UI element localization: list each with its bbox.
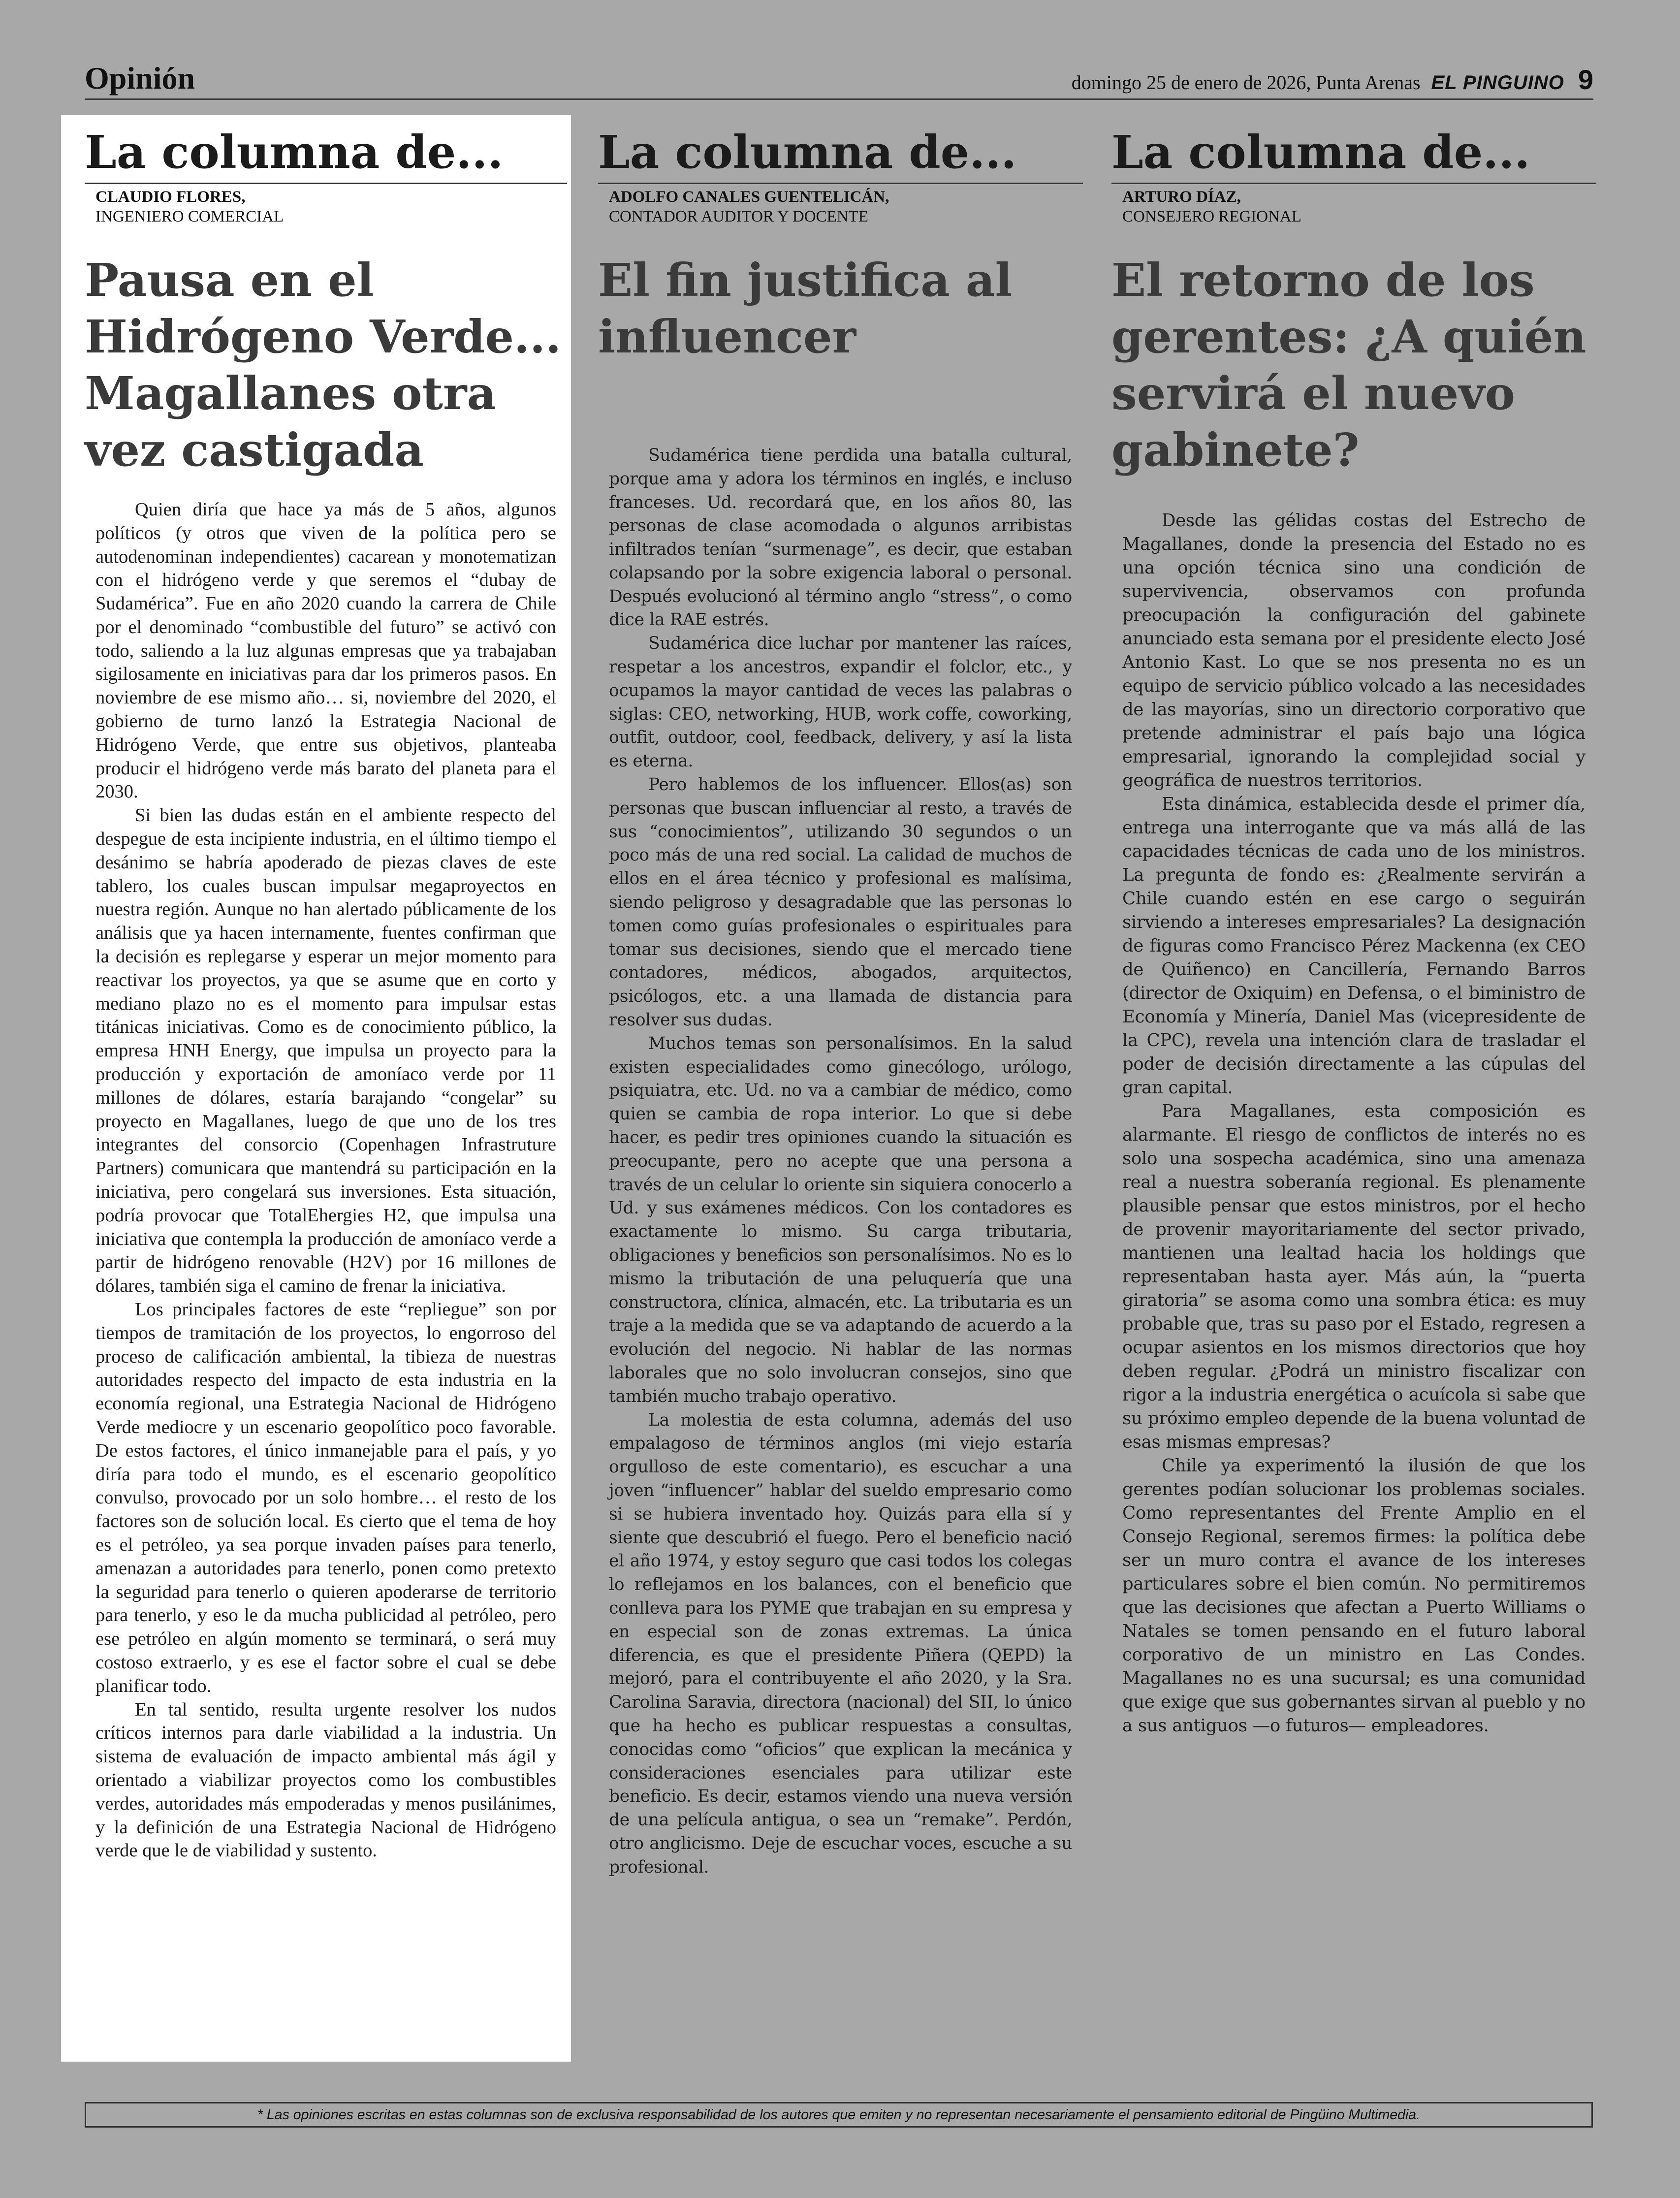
column-author: ADOLFO CANALES GUENTELICÁN, <box>609 188 889 206</box>
opinion-column-2 <box>598 127 1083 1879</box>
column-body <box>85 498 567 1863</box>
column-kicker: La columna de... <box>598 127 1083 184</box>
body-paragraph: Chile ya experimentó la ilusión de que los gerentes podían solucionar los problemas sociales. Como representantes del Frente Amplio en el Consejo Regional, seremos firmes: la política debe ser un muro contra el avance de los intereses particulares sobre el bien común. No permitiremos que las decisiones que afectan a Puerto Williams o Natales se tomen pensando en el futuro laboral corporativo de un ministro en Las Condes. Magallanes no es una sucursal; es una comunidad que exige que sus gobernantes sirvan al pueblo y no a sus antiguos —o futuros— empleadores. <box>1122 1455 1585 1736</box>
column-headline: El fin justifica al influencer <box>598 253 1013 363</box>
column-kicker: La columna de... <box>1111 127 1596 184</box>
column-kicker: La columna de... <box>85 127 567 184</box>
body-paragraph: La molestia de esta columna, además del uso empalagoso de términos anglos (mi viejo estaría orgulloso de este comentario), es escuchar a una joven “influencer” hablar del sueldo empresario como si se hubiera inventado hoy. Quizás para ella sí y siente que descubrió el fuego. Pero el beneficio nació el año 1974, y estoy seguro que casi todos los colegas lo reflejamos en los balances, con el beneficio que conlleva para los PYME que trabajan en su empresa y en especial son de zonas extremas. La única diferencia, es que el presidente Piñera (QEPD) la mejoró, para el contribuyente el año 2020, y la Sra. Carolina Saravia, directora (nacional) del SII, lo único que ha hecho es publicar respuestas a consultas, conocidas como “oficios” que explican la mecánica y consideraciones esenciales para utilizar este beneficio. Es decir, estamos viendo una nueva versión de una película antigua, o sea un “remake”. Perdón, otro anglicismo. Deje de escuchar voces, escuche a su profesional. <box>609 1410 1072 1877</box>
newspaper-brand: EL PINGUINO <box>1431 72 1564 94</box>
column-headline: Pausa en el Hidrógeno Verde... Magallanes otra vez castigada <box>85 253 562 477</box>
opinion-column-1 <box>85 127 567 1863</box>
editorial-disclaimer: * Las opiniones escritas en estas columnas son de exclusiva responsabilidad de los autores que emiten y no representan necesariamente el pensamiento editorial de Pingüino Multimedia. <box>85 2102 1593 2128</box>
section-title: Opinión <box>85 61 195 96</box>
body-paragraph: Desde las gélidas costas del Estrecho de Magallanes, donde la presencia del Estado no es una opción técnica sino una condición de supervivencia, observamos con profunda preocupación la configuración del gabinete anunciado esta semana por el presidente electo José Antonio Kast. Lo que se nos presenta no es un equipo de servicio público volcado a las necesidades de las mayorías, sino un directorio corporativo que pretende administrar el país bajo una lógica empresarial, ignorando la complejidad social y geográfica de nuestros territorios. <box>1122 510 1585 791</box>
body-paragraph: Sudamérica dice luchar por mantener las raíces, respetar a los ancestros, expandir el folclor, etc., y ocupamos la mayor cantidad de veces las palabras o siglas: CEO, networking, HUB, work coffe, coworking, outfit, outdoor, cool, feedback, delivery, y así la lista es eterna. <box>609 634 1072 771</box>
column-body <box>1111 509 1596 1738</box>
body-paragraph: Si bien las dudas están en el ambiente respecto del despegue de esta incipiente industria, en el último tiempo el desánimo se habría apoderado de piezas claves de este tablero, los cuales buscan impulsar megaproyectos en nuestra región. Aunque no han alertado públicamente de los análisis que ya hacen internamente, fuentes confirman que la decisión es replegarse y esperar un mejor momento para reactivar los proyectos, ya que se asume que en corto y mediano plazo no es el momento para impulsar estas titánicas iniciativas. Como es de conocimiento público, la empresa HNH Energy, que impulsa un proyecto para la producción y exportación de amoníaco verde por 11 millones de dólares, estaría barajando “congelar” su proyecto en Magallanes, luego de que uno de los tres integrantes del consorcio (Copenhagen Infrastruture Partners) comunicara que mantendrá su participación en la iniciativa, pero congelará sus inversiones. Esta situación, podría provocar que TotalEhergies H2, que impulsa una iniciativa que contempla la producción de amoníaco verde a partir de hidrógeno renovable (H2V) por 16 millones de dólares, también siga el camino de frenar la iniciativa. <box>95 805 556 1297</box>
column-author-role: INGENIERO COMERCIAL <box>95 207 284 225</box>
body-paragraph: Para Magallanes, esta composición es alarmante. El riesgo de conflictos de interés no es solo una sospecha académica, sino una amenaza real a nuestra soberanía regional. Es plenamente plausible pensar que estos ministros, por el hecho de provenir mayoritariamente del sector privado, mantienen una lealtad hacia los holdings que representaban hasta ayer. Más aún, la “puerta giratoria” se asoma como una sombra ética: es muy probable que, tras su paso por el Estado, regresen a ocupar asientos en los mismos directorios que hoy deben regular. ¿Podrá un ministro fiscalizar con rigor a la industria energética o acuícola si sabe que su próximo empleo depende de la buena voluntad de esas mismas empresas? <box>1122 1101 1585 1452</box>
column-author: CLAUDIO FLORES, <box>95 188 246 206</box>
body-paragraph: Esta dinámica, establecida desde el primer día, entrega una interrogante que va más allá de las capacidades técnicas de cada uno de los ministros. La pregunta de fondo es: ¿Realmente servirán a Chile cuando estén en ese cargo o seguirán sirviendo a intereses empresariales? La designación de figuras como Francisco Pérez Mackenna (ex CEO de Quiñenco) en Cancillería, Fernando Barros (director de Oxiquim) en Defensa, o el biministro de Economía y Minería, Daniel Mas (vicepresidente de la CPC), revela una intención clara de trasladar el poder de decisión directamente a las cúpulas del gran capital. <box>1122 794 1585 1098</box>
body-paragraph: Muchos temas son personalísimos. En la salud existen especialidades como ginecólogo, urólogo, psiquiatra, etc. Ud. no va a cambiar de médico, como quien se cambia de ropa interior. Lo que si debe hacer, es pedir tres opiniones cuando la situación es preocupante, pero no acepte que una persona a través de un celular lo oriente sin siquiera conocerlo a Ud. y sus exámenes médicos. Con los contadores es exactamente lo mismo. Su carga tributaria, obligaciones y beneficios son personalísimos. No es lo mismo la tributación de una peluquería que una constructora, clínica, almacén, etc. La tributaria es un traje a la medida que se va adaptando de acuerdo a la evolución del negocio. Ni hablar de las normas laborales que no solo involucran consejos, sino que también mucho trabajo operativo. <box>609 1033 1072 1406</box>
body-paragraph: Los principales factores de este “repliegue” son por tiempos de tramitación de los proyectos, lo engorroso del proceso de calificación ambiental, la tibieza de nuestras autoridades respecto del impacto de esta industria en la economía regional, una Estrategia Nacional de Hidrógeno Verde mediocre y un escenario geopolítico poco favorable. De estos factores, el único inmanejable para el país, y yo diría para todo el mundo, es el escenario geopolítico convulso, provocado por un solo hombre… el resto de los factores son de solución local. Es cierto que el tema de hoy es el petróleo, ya sea porque invaden países para tenerlo, amenazan a autoridades para tenerlo, ponen como pretexto la seguridad para tenerlo o quieren apoderarse de territorio para tenerlo, y eso le da mucha publicidad al petróleo, pero ese petróleo en algún momento se terminará, o será muy costoso extraerlo, y es ese el factor sobre el cual se debe planificar todo. <box>95 1299 556 1696</box>
page-number: 9 <box>1578 64 1593 95</box>
date-location: domingo 25 de enero de 2026, Punta Arenas <box>1071 71 1421 94</box>
column-headline: El retorno de los gerentes: ¿A quién servirá el nuevo gabinete? <box>1111 253 1586 477</box>
body-paragraph: Quien diría que hace ya más de 5 años, algunos políticos (y otros que viven de la política pero se autodenominan independientes) cacarean y monotematizan con el hidrógeno verde y que seremos el “dubay de Sudamérica”. Fue en año 2020 cuando la carrera de Chile por el denominado “combustible del futuro” se activó con todo, saliendo a la luz algunas empresas que ya trabajaban sigilosamente en iniciativas para dar los primeros pasos. En noviembre de ese mismo año… si, noviembre del 2020, el gobierno de turno lanzó la Estrategia Nacional de Hidrógeno Verde, que entre sus objetivos, planteaba producir el hidrógeno verde más barato del planeta para el 2030. <box>95 499 556 802</box>
column-body <box>598 444 1083 1879</box>
opinion-column-3 <box>1111 127 1596 1738</box>
column-author-role: CONSEJERO REGIONAL <box>1122 207 1301 225</box>
body-paragraph: Sudamérica tiene perdida una batalla cultural, porque ama y adora los términos en inglés, e incluso franceses. Ud. recordará que, en los años 80, las personas de clase acomodada o algunos arribistas infiltrados tenían “surmenage”, es decir, que estaban colapsando por la sobre exigencia laboral o personal. Después evolucionó al término anglo “stress”, o como dice la RAE estrés. <box>609 445 1072 630</box>
body-paragraph: En tal sentido, resulta urgente resolver los nudos críticos internos para darle viabilidad a la industria. Un sistema de evaluación de impacto ambiental más ágil y orientado a viabilizar proyectos como los combustibles verdes, autoridades más empoderadas y menos pusilánimes, y la definición de una Estrategia Nacional de Hidrógeno verde que le de viabilidad y sustento. <box>95 1699 556 1861</box>
dateline <box>1072 64 1593 96</box>
column-author-role: CONTADOR AUDITOR Y DOCENTE <box>609 207 868 225</box>
body-paragraph: Pero hablemos de los influencer. Ellos(as) son personas que buscan influenciar al resto, a través de sus “conocimientos”, utilizando 30 segundos o un poco más de una red social. La calidad de muchos de ellos en el área técnico y profesional es malísima, siendo peligroso y desagradable que las personas lo tomen como guías profesionales o espirituales para tomar sus decisiones, siendo que el mercado tiene contadores, médicos, abogados, arquitectos, psicólogos, etc. a una llamada de distancia para resolver sus dudas. <box>609 775 1072 1030</box>
page-header <box>85 58 1593 100</box>
column-author: ARTURO DÍAZ, <box>1122 188 1241 206</box>
